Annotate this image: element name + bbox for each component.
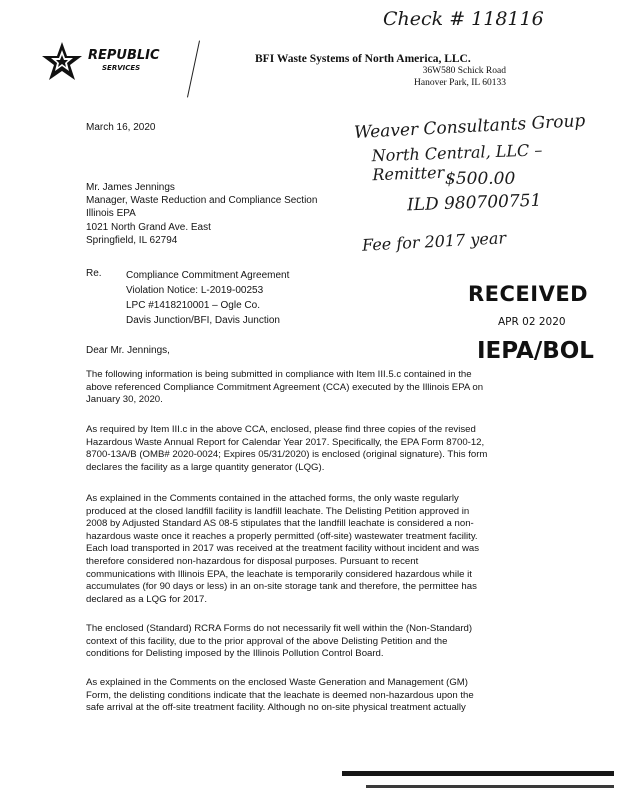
paragraph-line: As required by Item III.c in the above CCA, enclosed, please find three copies of the revised	[86, 424, 476, 435]
re-line: Davis Junction/BFI, Davis Junction	[126, 315, 280, 326]
paragraph-line: January 30, 2020.	[86, 394, 163, 406]
received-date: APR 02 2020	[498, 316, 566, 328]
company-name: BFI Waste Systems of North America, LLC.	[255, 53, 471, 65]
paragraph-4	[86, 623, 516, 661]
re-line: LPC #1418210001 – Ogle Co.	[126, 300, 260, 311]
received-dept: IEPA/BOL	[477, 338, 594, 364]
paragraph-line: safe arrival at the off-site treatment facility. Although no on-site physical treatment actually	[86, 702, 466, 714]
paragraph-line: accumulates (for 90 days or less) in an on-site storage tank and therefore, the permittee has	[86, 581, 477, 593]
re-block	[126, 268, 289, 328]
paragraph-line: produced at the closed landfill facility is landfill leachate. The Delisting Petition approved in	[86, 505, 470, 517]
handwritten-consultant: Weaver Consultants Group	[353, 110, 586, 144]
paragraph-1	[86, 369, 516, 407]
paragraph-line: 8700-13A/B (OMB# 2020-0024; Expires 05/31/2020) is enclosed (original signature). This form	[86, 449, 488, 461]
handwritten-check-number: Check # 118116	[383, 8, 544, 30]
paragraph-line: above referenced Compliance Commitment Agreement (CCA) executed by the Illinois EPA on	[86, 381, 484, 393]
logo-name: REPUBLIC	[88, 48, 160, 63]
paragraph-2	[86, 424, 516, 474]
re-line: Compliance Commitment Agreement	[126, 270, 290, 281]
paragraph-line: communications with Illinois EPA, the leachate is temporarily considered hazardous while it	[86, 568, 472, 580]
handwritten-fee: Fee for 2017 year	[361, 228, 507, 255]
paragraph-line: hazardous waste once it reaches a properly permitted (off-site) wastewater treatment facility.	[86, 530, 478, 542]
received-stamp: RECEIVED	[468, 282, 589, 306]
paragraph-line: Each load transported in 2017 was received at the treatment facility without incident and was	[86, 543, 480, 555]
paragraph-line: context of this facility, due to the prior approval of the above Delisting Petition and the	[86, 635, 448, 647]
salutation: Dear Mr. Jennings,	[86, 345, 170, 356]
paragraph-5	[86, 677, 516, 715]
paragraph-line: therefore considered non-hazardous for disposal purposes. Pursuant to recent	[86, 555, 419, 567]
logo-sub: SERVICES	[102, 64, 141, 72]
company-city: Hanover Park, IL 60133	[414, 78, 506, 88]
paragraph-line: declared as a LQG for 2017.	[86, 593, 208, 605]
company-street: 36W580 Schick Road	[422, 66, 506, 76]
recipient-block	[86, 181, 317, 247]
scan-edge-bar	[342, 771, 614, 776]
recipient-line: Mr. James Jennings	[86, 182, 175, 193]
paragraph-3	[86, 493, 516, 606]
handwritten-ild: ILD 980700751	[406, 190, 542, 216]
republic-star-icon	[40, 40, 84, 84]
recipient-line: Manager, Waste Reduction and Compliance Section	[86, 195, 318, 207]
handwritten-client: North Central, LLC – Remitter	[371, 140, 543, 185]
paragraph-line: As explained in the Comments contained in the attached forms, the only waste regularly	[86, 493, 459, 504]
letter-date: March 16, 2020	[86, 122, 156, 133]
paragraph-line: conditions for Delisting imposed by the Illinois Pollution Control Board.	[86, 648, 384, 660]
recipient-line: Springfield, IL 62794	[86, 234, 178, 246]
recipient-line: 1021 North Grand Ave. East	[86, 221, 211, 233]
re-line: Violation Notice: L-2019-00253	[126, 285, 264, 296]
re-label: Re.	[86, 268, 102, 279]
scan-edge-bar	[366, 785, 614, 788]
paragraph-line: The following information is being submitted in compliance with Item III.5.c contained in the	[86, 369, 472, 380]
paragraph-line: 2008 by Adjusted Standard AS 08-5 stipulates that the landfill leachate is considered a non-	[86, 518, 474, 530]
recipient-line: Illinois EPA	[86, 208, 136, 220]
handwritten-amount: $500.00	[445, 169, 516, 189]
paragraph-line: declares the facility as a large quantity generator (LQG).	[86, 461, 325, 473]
paragraph-line: Form, the delisting conditions indicate that the leachate is deemed non-hazardous upon the	[86, 689, 474, 701]
paragraph-line: As explained in the Comments on the enclosed Waste Generation and Management (GM)	[86, 677, 468, 688]
paragraph-line: The enclosed (Standard) RCRA Forms do not necessarily fit well within the (Non-Standard)	[86, 623, 473, 634]
paragraph-line: Hazardous Waste Annual Report for Calendar Year 2017. Specifically, the EPA Form 8700-12,	[86, 436, 485, 448]
republic-logo	[40, 40, 200, 82]
